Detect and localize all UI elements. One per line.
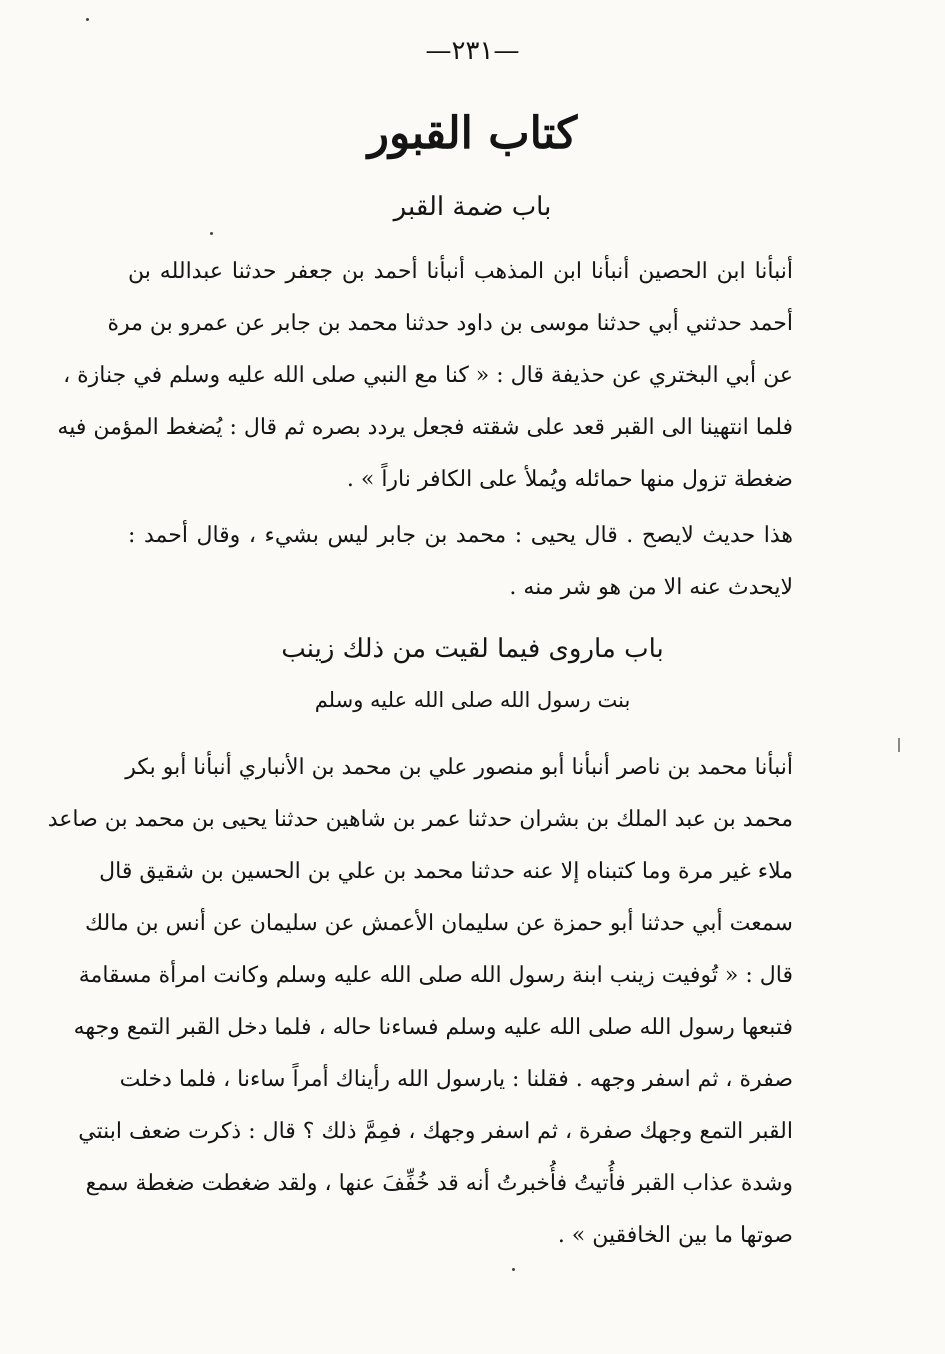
text-line: أنبأنا ابن الحصين أنبأنا ابن المذهب أنبأنا أحمد بن جعفر حدثنا عبدالله بن (128, 259, 793, 284)
text-line: قال : « تُوفيت زينب ابنة رسول الله صلى الله عليه وسلم وكانت امرأة مسقامة (78, 963, 793, 988)
text-line: أحمد حدثني أبي حدثنا موسى بن داود حدثنا محمد بن جابر عن عمرو بن مرة (107, 311, 793, 336)
book-title: كتاب القبور (367, 108, 578, 159)
text-line: ضغطة تزول منها حمائله ويُملأ على الكافر ناراً » . (346, 467, 793, 492)
text-line: محمد بن عبد الملك بن بشران حدثنا عمر بن شاهين حدثنا يحيى بن محمد بن صاعد (47, 807, 793, 832)
scan-speck (512, 1268, 515, 1271)
text-line: ملاء غير مرة وما كتبناه إلا عنه حدثنا محمد بن علي بن الحسين بن شقيق قال (99, 859, 793, 884)
chapter-heading-zaynab: باب ماروى فيما لقيت من ذلك زينب (281, 634, 664, 664)
chapter1-paragraph-2 (128, 510, 793, 614)
chapter-heading-grave-squeeze: باب ضمة القبر (393, 192, 552, 222)
text-line: عن أبي البختري عن حذيفة قال : « كنا مع النبي صلى الله عليه وسلم في جنازة ، (63, 363, 793, 388)
scan-speck (86, 18, 89, 21)
text-line: صوتها ما بين الخافقين » . (557, 1223, 793, 1248)
text-line: سمعت أبي حدثنا أبو حمزة عن سليمان الأعمش عن سليمان عن أنس بن مالك (85, 911, 793, 936)
text-line: القبر التمع وجهك صفرة ، ثم اسفر وجهك ، فمِمَّ ذلك ؟ قال : ذكرت ضعف ابنتي (78, 1119, 793, 1144)
scan-mark (898, 738, 900, 752)
text-line: فتبعها رسول الله صلى الله عليه وسلم فساءنا حاله ، فلما دخل القبر التمع وجهه (73, 1015, 793, 1040)
text-line: فلما انتهينا الى القبر قعد على شقته فجعل يردد بصره ثم قال : يُضغط المؤمن فيه (57, 415, 793, 440)
text-line: صفرة ، ثم اسفر وجهه . فقلنا : يارسول الله رأيناك أمراً ساءنا ، فلما دخلت (119, 1067, 793, 1092)
chapter2-paragraph-1 (47, 742, 793, 1262)
text-line: وشدة عذاب القبر فأُتيتُ فأُخبرتُ أنه قد خُفِّفَ عنها ، ولقد ضغطت ضغطة سمع (85, 1171, 793, 1196)
scan-speck (210, 232, 213, 235)
chapter1-paragraph-1 (57, 246, 793, 506)
text-line: هذا حديث لايصح . قال يحيى : محمد بن جابر ليس بشيء ، وقال أحمد : (128, 523, 793, 548)
page-number: —٢٣١— (425, 36, 520, 66)
chapter-subheading: بنت رسول الله صلى الله عليه وسلم (314, 688, 631, 712)
text-line: أنبأنا محمد بن ناصر أنبأنا أبو منصور علي بن محمد بن الأنباري أنبأنا أبو بكر (125, 755, 793, 780)
text-line: لايحدث عنه الا من هو شر منه . (509, 575, 793, 600)
